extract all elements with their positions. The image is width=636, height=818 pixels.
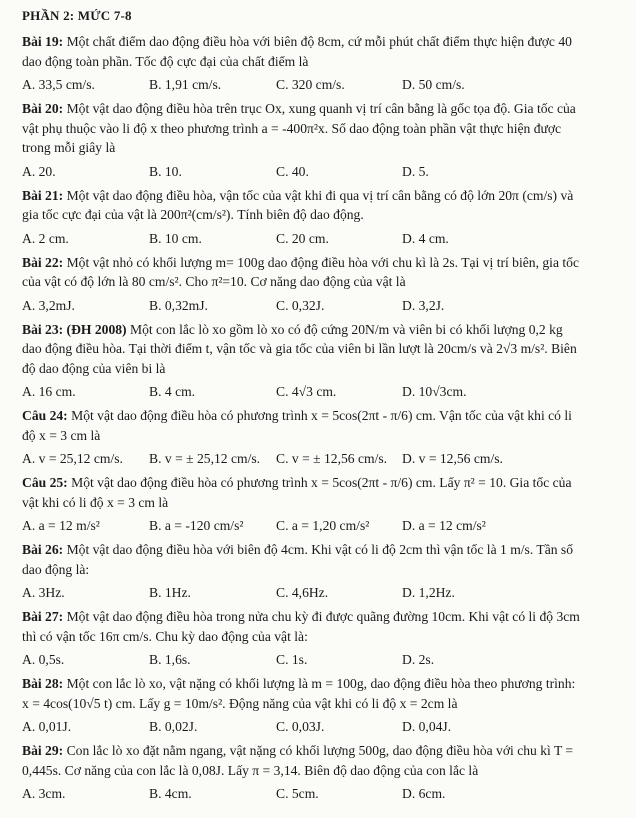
question-text: Một vật dao động điều hòa có phương trình x = 5cos(2πt - π/6) cm. Vận tốc của vật khi có li [71,408,572,423]
question-text: Một vật dao động điều hòa có phương trình x = 5cos(2πt - π/6) cm. Lấy π² = 10. Gia tốc của [71,475,572,490]
question-text: 0,445s. Cơ năng của con lắc là 0,08J. Lấy π = 3,14. Biên độ dao động của con lắc là [22,762,479,778]
option-text: a = -120 cm/s² [164,518,244,533]
question-text: Một con lắc lò xo gồm lò xo có độ cứng 20N/m và viên bi có khối lượng 0,2 kg [130,321,563,337]
question-text: độ dao động của viên bi là [22,360,166,376]
option-letter: D. [402,77,416,92]
option-text: 320 cm/s. [291,77,345,92]
option-text: 3,2mJ. [38,297,75,313]
question-text: dao động điều hòa. Tại thời điểm t, vận tốc và gia tốc của viên bi lần lượt là 20cm/s và 2√3 m/s². Biên [22,341,577,356]
answer-options [22,716,622,737]
question-number: Câu 24: [22,408,68,423]
option-text: 16 cm. [38,384,76,399]
question-line [22,741,622,761]
question-text: Con lắc lò xo đặt nằm ngang, vật nặng có khối lượng 500g, dao động điều hòa với chu kì T = [66,743,574,758]
question-block [22,32,622,95]
answer-option [22,649,149,670]
option-letter: A. [22,786,36,801]
answer-options [22,381,622,402]
answer-options [22,582,622,603]
answer-option [276,381,402,402]
question-block [22,540,622,603]
question-number: Bài 22: [22,254,64,270]
question-text: vật khi có li độ x = 3 cm là [22,494,169,510]
answer-option [276,582,402,603]
question-number: Câu 25: [22,475,68,490]
question-line [22,186,622,206]
option-text: 0,04J. [418,719,452,734]
option-letter: B. [149,786,162,801]
option-text: 50 cm/s. [418,77,465,92]
option-letter: B. [149,384,162,399]
answer-option [276,161,402,182]
option-text: v = ± 25,12 cm/s. [164,451,261,466]
question-text: dao động là: [22,561,90,577]
question-block [22,99,622,182]
option-letter: D. [402,585,416,600]
question-line [22,99,622,119]
option-letter: C. [276,384,289,399]
answer-options [22,295,622,316]
question-text: Một vật nhỏ có khối lượng m= 100g dao động điều hòa với chu kì là 2s. Tại vị trí biên, gia tốc [66,254,579,270]
option-text: 3,2J. [418,297,445,313]
option-letter: D. [402,163,416,179]
question-line [22,473,622,493]
question-number: Bài 19: [22,34,64,49]
question-line [22,205,622,225]
question-line [22,406,622,426]
option-letter: C. [276,719,289,734]
question-number: Bài 27: [22,609,64,624]
option-text: 0,32mJ. [164,297,208,313]
option-text: 5cm. [291,786,319,801]
option-letter: B. [149,585,162,600]
option-letter: B. [149,652,162,667]
option-text: 1,91 cm/s. [164,77,222,92]
option-letter: D. [402,451,416,466]
option-letter: A. [22,585,36,600]
question-text: Một vật dao động điều hòa, vận tốc của vật khi đi qua vị trí cân bằng có độ lớn 20π (cm/s) và [66,187,574,203]
answer-option [276,716,402,737]
question-line [22,694,622,714]
question-block [22,320,622,403]
option-text: 20. [38,163,56,179]
answer-option [22,381,149,402]
option-text: 0,03J. [291,719,325,734]
answer-option [402,448,562,469]
answer-option [149,582,276,603]
question-text: Một vật dao động điều hòa trên trục Ox, xung quanh vị trí cân bằng là gốc tọa độ. Gia tốc của [66,101,576,116]
option-text: 40. [291,163,309,179]
answer-option [22,74,149,95]
option-text: a = 1,20 cm/s² [291,518,370,533]
answer-option [149,716,276,737]
question-line [22,560,622,580]
option-text: 1Hz. [164,585,191,600]
option-text: 0,5s. [38,652,65,667]
option-letter: C. [276,518,289,533]
question-number: Bài 29: [22,743,64,758]
question-number: Bài 28: [22,676,64,691]
option-text: 10 cm. [164,230,202,246]
answer-option [22,716,149,737]
option-letter: A. [22,77,36,92]
answer-option [276,515,402,536]
answer-option [22,515,149,536]
question-line [22,674,622,694]
option-letter: A. [22,384,36,399]
answer-option [276,783,402,804]
option-letter: B. [149,77,162,92]
question-text: thì có vận tốc 16π cm/s. Chu kỳ dao động của vật là: [22,628,308,644]
question-line [22,119,622,139]
option-text: a = 12 cm/s² [418,518,486,533]
answer-option [276,74,402,95]
answer-option [149,381,276,402]
answer-option [149,74,276,95]
answer-option [149,228,276,249]
answer-option [276,448,402,469]
option-letter: B. [149,451,162,466]
question-line [22,627,622,647]
option-text: 2s. [418,652,435,667]
question-line [22,359,622,379]
answer-option [22,783,149,804]
answer-options [22,783,622,804]
option-text: 5. [418,163,429,179]
question-block [22,674,622,737]
question-text: độ x = 3 cm là [22,427,101,443]
option-letter: D. [402,230,416,246]
question-line [22,339,622,359]
question-line [22,138,622,158]
question-line [22,253,622,273]
answer-option [276,649,402,670]
option-text: 1s. [291,652,308,667]
option-text: 3Hz. [38,585,65,600]
answer-option [402,582,562,603]
option-letter: C. [276,451,289,466]
question-number: Bài 26: [22,542,64,557]
question-text: của vật có độ lớn là 80 cm/s². Cho π²=10. Cơ năng dao động của vật là [22,274,406,289]
question-block [22,253,622,316]
option-letter: C. [276,786,289,801]
answer-option [149,783,276,804]
option-text: 10√3cm. [418,384,467,399]
question-text: Một con lắc lò xo, vật nặng có khối lượng là m = 100g, dao động điều hòa theo phương trình: [66,676,576,691]
option-text: 4 cm. [418,230,449,246]
question-number: Bài 23: (ĐH 2008) [22,321,127,337]
option-text: v = ± 12,56 cm/s. [291,451,388,466]
option-letter: B. [149,297,162,313]
answer-option [402,515,562,536]
option-letter: D. [402,652,416,667]
question-line [22,607,622,627]
option-text: 2 cm. [38,230,69,246]
option-text: a = 12 m/s² [38,518,100,533]
option-text: 3cm. [38,786,66,801]
option-letter: C. [276,585,289,600]
option-text: v = 12,56 cm/s. [418,451,503,466]
option-letter: D. [402,786,416,801]
option-letter: C. [276,77,289,92]
question-block [22,741,622,804]
question-line [22,493,622,513]
part-title: PHẦN 2: MỨC 7-8 [22,8,132,23]
option-letter: A. [22,652,36,667]
question-line [22,52,622,72]
option-text: 4 cm. [164,384,196,399]
answer-option [149,295,276,316]
option-letter: A. [22,451,36,466]
question-list [22,32,622,804]
option-text: v = 25,12 cm/s. [38,451,123,466]
question-line [22,761,622,781]
option-letter: A. [22,297,36,313]
question-text: vật phụ thuộc vào li độ x theo phương trình a = -400π²x. Số dao động toàn phần vật thực hiện được [22,120,562,136]
answer-option [22,448,149,469]
option-text: 1,2Hz. [418,585,455,600]
answer-option [276,295,402,316]
option-letter: B. [149,518,162,533]
answer-option [22,228,149,249]
question-text: Một vật dao động điều hòa trong nửa chu kỳ đi được quãng đường 10cm. Khi vật có li độ 3cm [66,609,580,624]
option-text: 20 cm. [291,230,329,246]
option-text: 1,6s. [164,652,191,667]
answer-option [149,515,276,536]
option-text: 6cm. [418,786,446,801]
question-line [22,540,622,560]
answer-option [402,161,562,182]
answer-option [22,295,149,316]
answer-option [22,161,149,182]
answer-option [402,228,562,249]
option-letter: A. [22,230,36,246]
answer-options [22,649,622,670]
option-letter: A. [22,719,36,734]
question-block [22,473,622,536]
answer-options [22,515,622,536]
option-letter: C. [276,652,289,667]
option-text: 0,02J. [164,719,198,734]
answer-options [22,448,622,469]
question-line [22,426,622,446]
answer-option [149,161,276,182]
question-block [22,406,622,469]
option-letter: B. [149,163,162,179]
answer-option [402,74,562,95]
option-text: 0,32J. [291,297,325,313]
answer-option [402,716,562,737]
answer-option [402,381,562,402]
answer-option [402,649,562,670]
answer-option [402,783,562,804]
answer-option [22,582,149,603]
option-letter: A. [22,518,36,533]
option-letter: D. [402,518,416,533]
answer-option [149,649,276,670]
option-letter: C. [276,297,289,313]
option-letter: D. [402,384,416,399]
option-text: 0,01J. [38,719,72,734]
option-text: 33,5 cm/s. [38,77,95,92]
option-letter: D. [402,297,416,313]
option-letter: C. [276,163,289,179]
answer-option [276,228,402,249]
answer-options [22,161,622,182]
option-text: 10. [164,163,182,179]
option-text: 4cm. [164,786,192,801]
question-text: Một vật dao động điều hòa với biên độ 4cm. Khi vật có li độ 2cm thì vận tốc là 1 m/s. Tần số [66,542,574,557]
question-text: dao động toàn phần. Tốc độ cực đại của chất điểm là [22,53,309,69]
answer-options [22,228,622,249]
option-letter: C. [276,230,289,246]
question-block [22,607,622,670]
question-number: Bài 21: [22,187,64,203]
question-text: trong mỗi giây là [22,140,116,155]
answer-options [22,74,622,95]
question-text: gia tốc cực đại của vật là 200π²(cm/s²). Tính biên độ dao động. [22,207,364,222]
question-text: Một chất điểm dao động điều hòa với biên độ 8cm, cứ mỗi phút chất điểm thực hiện được 40 [66,34,572,49]
question-line [22,32,622,52]
question-block [22,186,622,249]
option-text: 4√3 cm. [291,384,337,399]
option-text: 4,6Hz. [291,585,329,600]
question-text: x = 4cos(10√5 t) cm. Lấy g = 10m/s². Động năng của vật khi có li độ x = 2cm là [22,695,458,711]
option-letter: B. [149,719,162,734]
option-letter: B. [149,230,162,246]
option-letter: A. [22,163,36,179]
question-line [22,320,622,340]
option-letter: D. [402,719,416,734]
question-line [22,272,622,292]
answer-option [149,448,276,469]
question-number: Bài 20: [22,101,64,116]
answer-option [402,295,562,316]
